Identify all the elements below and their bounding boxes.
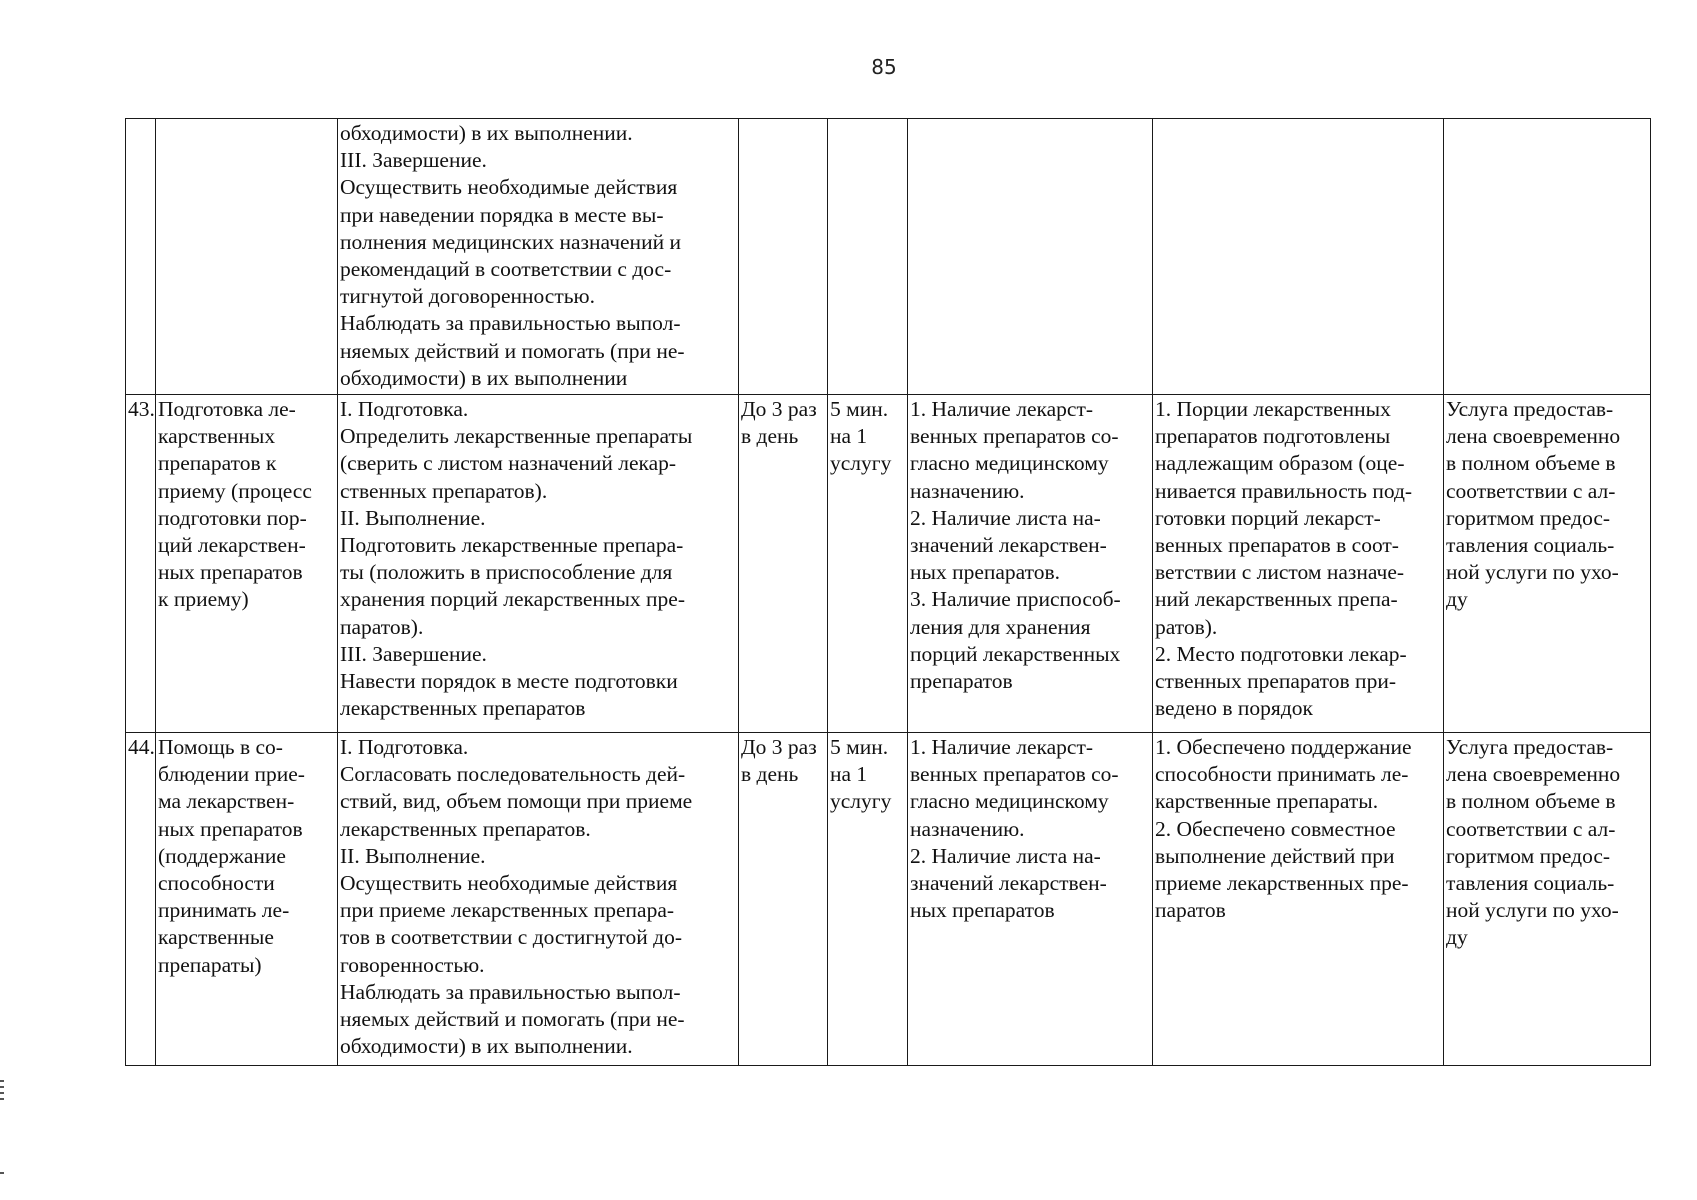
row-number [126, 119, 156, 395]
service-name [156, 119, 338, 395]
procedure-description: I. Подготовка. Определить лекарственные препараты (сверить с листом назначений лекар- ственных препаратов). II. Выполнение. Подготовить лекарственные препара- ты (положить в приспособление для хранения порций лекарственных пре- паратов). III. Завершение. Навести порядок в месте подготовки лекарственных препаратов [338, 395, 739, 733]
page-number: 85 [871, 55, 897, 79]
frequency: До 3 раз в день [739, 395, 828, 733]
conditions: 1. Наличие лекарст- венных препаратов со- гласно медицинскому назначению. 2. Наличие листа на- значений лекарствен- ных препаратов [908, 733, 1153, 1066]
frequency [739, 119, 828, 395]
conditions [908, 119, 1153, 395]
quality-result [1153, 119, 1444, 395]
scan-edge-mark [0, 1172, 4, 1174]
table-row [126, 119, 1651, 395]
row-number: 44. [126, 733, 156, 1066]
evaluation: Услуга предостав- лена своевременно в полном объеме в соответствии с ал- горитмом предос- тавления социаль- ной услуги по ухо- ду [1444, 733, 1651, 1066]
scan-edge-mark [0, 1080, 4, 1082]
evaluation: Услуга предостав- лена своевременно в полном объеме в соответствии с ал- горитмом предос- тавления социаль- ной услуги по ухо- ду [1444, 395, 1651, 733]
time-norm: 5 мин. на 1 услугу [828, 395, 908, 733]
time-norm: 5 мин. на 1 услугу [828, 733, 908, 1066]
services-table [125, 118, 1651, 1066]
time-norm [828, 119, 908, 395]
scan-edge-mark [0, 1092, 4, 1094]
scan-edge-mark [0, 1086, 4, 1088]
table-row [126, 733, 1651, 1066]
scan-edge-mark [0, 1098, 4, 1100]
row-number: 43. [126, 395, 156, 733]
evaluation [1444, 119, 1651, 395]
procedure-description: обходимости) в их выполнении. III. Завершение. Осуществить необходимые действия при наведении порядка в месте вы- полнения медицинских назначений и рекомендаций в соответствии с дос- тигнутой договоренностью. Наблюдать за правильностью выпол- няемых действий и помогать (при не- обходимости) в их выполнении [338, 119, 739, 395]
table-row [126, 395, 1651, 733]
quality-result: 1. Обеспечено поддержание способности принимать ле- карственные препараты. 2. Обеспечено совместное выполнение действий при приеме лекарственных пре- паратов [1153, 733, 1444, 1066]
frequency: До 3 раз в день [739, 733, 828, 1066]
quality-result: 1. Порции лекарственных препаратов подготовлены надлежащим образом (оце- нивается правильность под- готовки порций лекарст- венных препаратов в соот- ветствии с листом назначе- ний лекарственных препа- ратов). 2. Место подготовки лекар- ственных препаратов при- ведено в порядок [1153, 395, 1444, 733]
service-name: Подготовка ле- карственных препаратов к приему (процесс подготовки пор- ций лекарствен- ных препаратов к приему) [156, 395, 338, 733]
procedure-description: I. Подготовка. Согласовать последовательность дей- ствий, вид, объем помощи при приеме лекарственных препаратов. II. Выполнение. Осуществить необходимые действия при приеме лекарственных препара- тов в соответствии с достигнутой до- говоренностью. Наблюдать за правильностью выпол- няемых действий и помогать (при не- обходимости) в их выполнении. [338, 733, 739, 1066]
service-name: Помощь в со- блюдении прие- ма лекарствен- ных препаратов (поддержание способности принимать ле- карственные препараты) [156, 733, 338, 1066]
conditions: 1. Наличие лекарст- венных препаратов со- гласно медицинскому назначению. 2. Наличие листа на- значений лекарствен- ных препаратов. 3. Наличие приспособ- ления для хранения порций лекарственных препаратов [908, 395, 1153, 733]
